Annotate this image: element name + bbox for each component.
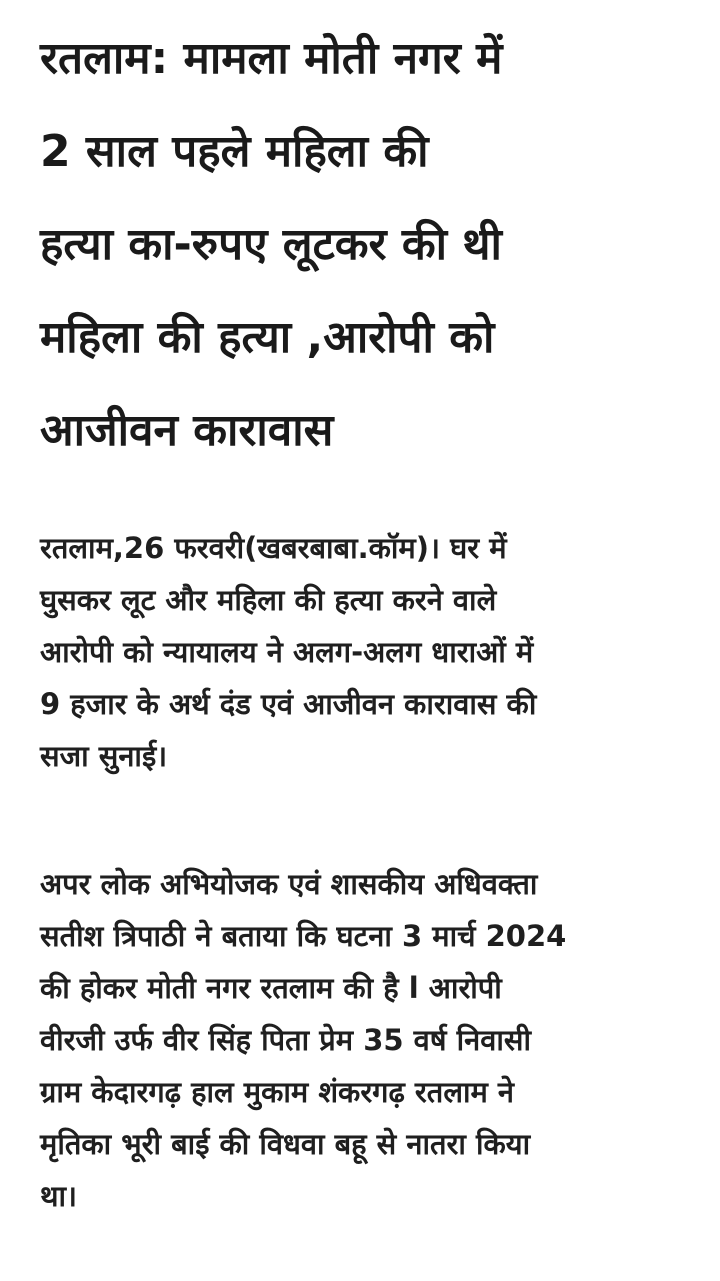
paragraph-line: मृतिका भूरी बाई की विधवा बहू से नातरा किया — [40, 1127, 531, 1161]
paragraph-line: था। — [40, 1179, 78, 1213]
paragraph-line: की होकर मोती नगर रतलाम की है l आरोपी — [40, 971, 502, 1005]
paragraph-line: वीरजी उर्फ वीर सिंह पिता प्रेम 35 वर्ष निवासी — [40, 1023, 532, 1057]
headline-line: महिला की हत्या ,आरोपी को — [40, 312, 495, 363]
headline-line: 2 साल पहले महिला की — [40, 126, 429, 177]
article-paragraph-2 — [40, 858, 685, 1222]
paragraph-line: ग्राम केदारगढ़ हाल मुकाम शंकरगढ़ रतलाम ने — [40, 1075, 515, 1109]
paragraph-line: आरोपी को न्यायालय ने अलग-अलग धाराओं में — [40, 635, 534, 669]
article-paragraph-1 — [40, 522, 685, 782]
paragraph-line: घुसकर लूट और महिला की हत्या करने वाले — [40, 583, 497, 617]
article-headline — [40, 0, 685, 477]
paragraph-line: अपर लोक अभियोजक एवं शासकीय अधिवक्ता — [40, 867, 538, 901]
paragraph-line: 9 हजार के अर्थ दंड एवं आजीवन कारावास की — [40, 687, 537, 721]
headline-line: हत्या का-रुपए लूटकर की थी — [40, 219, 502, 270]
paragraph-line: सतीश त्रिपाठी ने बताया कि घटना 3 मार्च 2024 — [40, 919, 567, 953]
paragraph-line: रतलाम,26 फरवरी(खबरबाबा.कॉम)। घर में — [40, 531, 507, 565]
headline-line: रतलाम: मामला मोती नगर में — [40, 33, 503, 84]
article — [40, 0, 685, 1213]
headline-line: आजीवन कारावास — [40, 405, 334, 456]
paragraph-line: सजा सुनाई। — [40, 739, 168, 773]
